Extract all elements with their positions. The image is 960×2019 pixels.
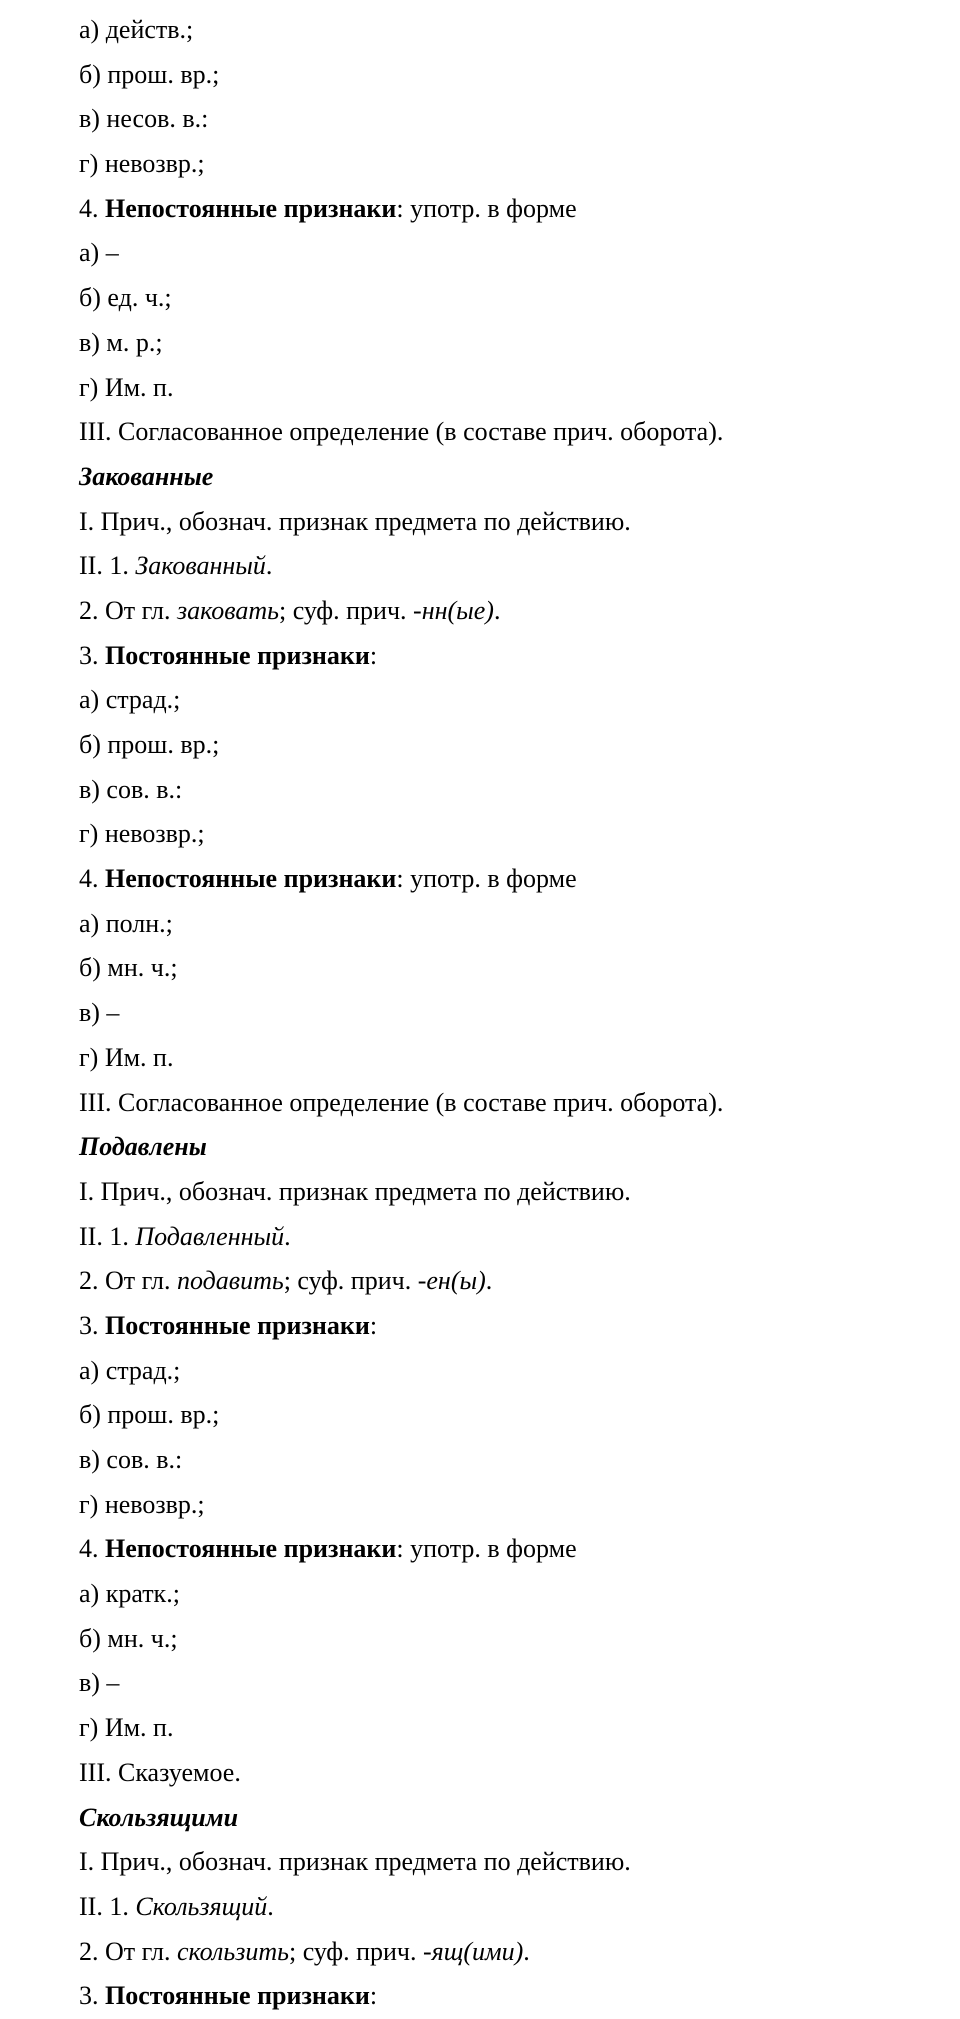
section-heading: Закованные <box>79 461 214 491</box>
text-line: а) страд.; <box>79 685 181 715</box>
section-heading: Скользящими <box>79 1802 239 1832</box>
line-suffix: . <box>267 1891 274 1921</box>
origin-line <box>79 1930 939 1975</box>
origin-text: ; суф. прич. - <box>283 1266 427 1296</box>
line-rest: : <box>369 640 378 670</box>
text-line: а) – <box>79 238 119 268</box>
initial-form-line <box>79 544 939 589</box>
line-prefix: II. 1. <box>79 551 136 581</box>
bold-term: Непостоянные признаки <box>105 864 397 894</box>
initial-form-word: Подавленный <box>135 1221 285 1251</box>
line-rest: : употр. в форме <box>396 1534 577 1564</box>
origin-text: . <box>485 1266 493 1296</box>
line-rest: : <box>369 1981 378 2011</box>
nonconstant-features-line <box>79 1527 939 1572</box>
text-line: в) – <box>79 1668 120 1698</box>
text-line: III. Согласованное определение (в составе прич. оборота). <box>79 417 724 447</box>
nonconstant-features-line <box>79 187 939 232</box>
participle-suffix: ен(ы) <box>426 1266 486 1296</box>
text-line: в) несов. в.: <box>79 104 209 134</box>
text-line: а) полн.; <box>79 908 173 938</box>
initial-form-word: Закованный <box>135 551 266 581</box>
line-prefix: II. 1. <box>79 1221 136 1251</box>
origin-text: . <box>493 595 501 625</box>
line-number: 4. <box>79 864 105 894</box>
text-line: в) сов. в.: <box>79 1445 183 1474</box>
origin-verb: подавить <box>176 1266 284 1296</box>
text-line: I. Прич., обознач. признак предмета по действию. <box>79 1847 631 1877</box>
line-rest: : <box>369 1310 378 1340</box>
line-rest: : употр. в форме <box>396 193 577 223</box>
constant-features-line <box>79 634 939 679</box>
line-number: 4. <box>79 1534 105 1564</box>
text-line: г) Им. п. <box>79 1713 174 1743</box>
origin-text: ; суф. прич. - <box>279 595 422 625</box>
bold-term: Постоянные признаки <box>105 640 370 670</box>
text-line: г) Им. п. <box>79 372 174 402</box>
constant-features-line <box>79 1304 939 1349</box>
bold-term: Постоянные признаки <box>105 1310 370 1340</box>
initial-form-word: Скользящий <box>135 1891 268 1921</box>
text-line: г) невозвр.; <box>79 819 205 849</box>
line-suffix: . <box>284 1221 291 1251</box>
section-heading: Подавлены <box>79 1132 207 1162</box>
line-rest: : употр. в форме <box>396 864 577 894</box>
text-line: в) сов. в.: <box>79 774 183 804</box>
line-number: 3. <box>79 1981 105 2011</box>
text-line: б) прош. вр.; <box>79 730 220 759</box>
text-line: б) прош. вр.; <box>79 1400 220 1430</box>
text-line: б) мн. ч.; <box>79 953 178 983</box>
text-line: б) мн. ч.; <box>79 1623 178 1653</box>
nonconstant-features-line <box>79 857 939 902</box>
origin-text: . <box>523 1936 530 1966</box>
text-line: III. Согласованное определение (в составе прич. оборота). <box>79 1087 724 1117</box>
constant-features-line <box>79 1974 939 2019</box>
line-suffix: . <box>265 551 273 581</box>
text-line: а) действ.; <box>79 15 194 44</box>
initial-form-line <box>79 1215 939 1260</box>
document-page <box>79 0 939 2019</box>
participle-suffix: ящ(ими) <box>431 1936 524 1966</box>
text-line: г) невозвр.; <box>79 149 205 179</box>
text-line: в) м. р.; <box>79 327 163 357</box>
origin-verb: заковать <box>176 595 280 625</box>
line-number: 3. <box>79 640 105 670</box>
origin-line <box>79 589 939 634</box>
bold-term: Постоянные признаки <box>105 1981 370 2011</box>
text-line: г) Им. п. <box>79 1042 174 1072</box>
text-line: I. Прич., обознач. признак предмета по действию. <box>79 506 631 536</box>
line-prefix: II. 1. <box>79 1891 136 1921</box>
origin-line <box>79 1259 939 1304</box>
text-line: I. Прич., обознач. признак предмета по действию. <box>79 1176 631 1206</box>
text-line: б) прош. вр.; <box>79 59 220 89</box>
origin-verb: скользить <box>176 1936 289 1966</box>
origin-text: ; суф. прич. - <box>288 1936 432 1966</box>
origin-text: 2. От гл. <box>79 1936 177 1966</box>
initial-form-line <box>79 1885 939 1930</box>
text-line: в) – <box>79 998 120 1028</box>
text-line: б) ед. ч.; <box>79 283 172 313</box>
line-number: 3. <box>79 1310 105 1340</box>
origin-text: 2. От гл. <box>79 1266 177 1296</box>
bold-term: Непостоянные признаки <box>105 193 397 223</box>
origin-text: 2. От гл. <box>79 595 177 625</box>
text-line: а) кратк.; <box>79 1579 180 1609</box>
participle-suffix: нн(ые) <box>421 595 494 625</box>
text-line: а) страд.; <box>79 1355 181 1385</box>
text-line: III. Сказуемое. <box>79 1757 241 1787</box>
text-line: г) невозвр.; <box>79 1489 205 1519</box>
line-number: 4. <box>79 193 105 223</box>
bold-term: Непостоянные признаки <box>105 1534 397 1564</box>
